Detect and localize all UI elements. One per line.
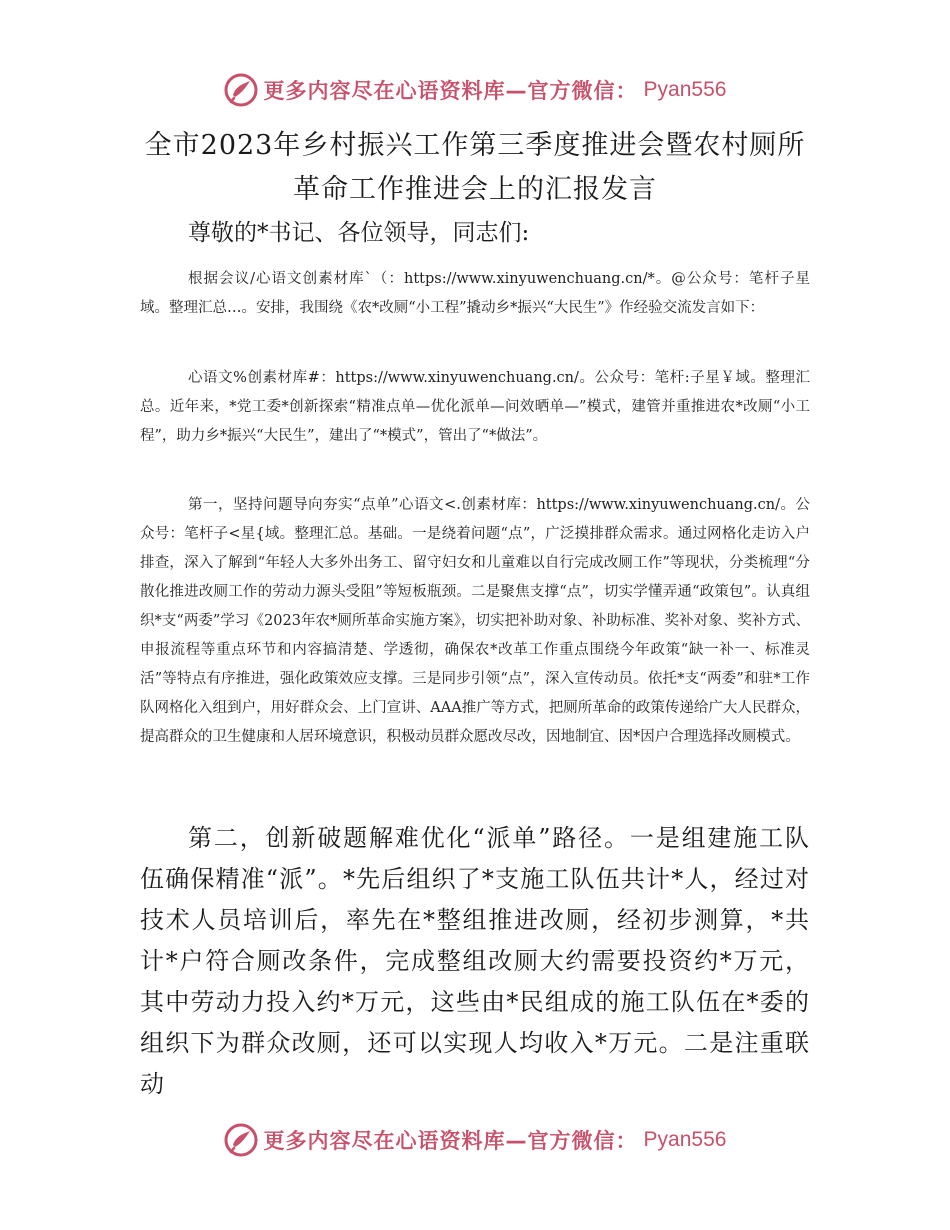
- watermark-header: [0, 70, 950, 110]
- brand-banner: [224, 73, 727, 107]
- brand-logo-icon: [224, 1123, 258, 1157]
- brand-logo-icon: [224, 73, 258, 107]
- greeting: 尊敬的*书记、各位领导，同志们:: [188, 220, 530, 246]
- document-title: 全市2023年乡村振兴工作第三季度推进会暨农村厕所革命工作推进会上的汇报发言: [144, 130, 806, 205]
- brand-text: 更多内容尽在心语资料库—官方微信：: [263, 1129, 638, 1153]
- brand-wechat-id: Pyan556: [643, 1128, 727, 1151]
- paragraph-first-point: 第一，坚持问题导向夯实“点单”心语文<.创素材库：https://www.xinyuwenchuang.cn/。公众号：笔杆子<星{域。整理汇总。基础。一是绕着问题“点”，广泛摸排群众需求。通过网格化走访入户排查，深入了解到“年轻人大多外出务工、留守妇女和儿童难以自行完成改厕工作”等现状，分类梳理“分散化推进改厕工作的劳动力源头受阻”等短板瓶颈。二是聚焦支撑“点”，切实学懂弄通“政策包”。认真组织*支“两委”学习《2023年农*厕所革命实施方案》，切实把补助对象、补助标准、奖补对象、奖补方式、申报流程等重点环节和内容搞清楚、学透彻，确保农*改革工作重点围绕今年政策“缺一补一、标准灵活”等特点有序推进，强化政策效应支撑。三是同步引领“点”，深入宣传动员。依托*支“两委”和驻*工作队网格化入组到户，用好群众会、上门宣讲、AAA推广等方式，把厕所革命的政策传递给广大人民群众，提高群众的卫生健康和人居环境意识，积极动员群众愿改尽改，因地制宜、因*因户合理选择改厕模式。: [140, 497, 810, 745]
- paragraph-second-point: 第二，创新破题解难优化“派单”路径。一是组建施工队伍确保精准“派”。*先后组织了*支施工队伍共计*人，经过对技术人员培训后，率先在*整组推进改厕，经初步测算，*共计*户符合厕改条件，完成整组改厕大约需要投资约*万元，其中劳动力投入约*万元，这些由*民组成的施工队伍在*委的组织下为群众改厕，还可以实现人均收入*万元。二是注重联动: [140, 824, 810, 1098]
- brand-banner-footer: [224, 1123, 727, 1157]
- brand-wechat-id: Pyan556: [643, 78, 727, 101]
- watermark-footer: [0, 1120, 950, 1160]
- brand-text: 更多内容尽在心语资料库—官方微信：: [263, 79, 638, 103]
- paragraph-intro: 根据会议/心语文创素材库`（：https://www.xinyuwenchuang.cn/*。@公众号：笔杆子星域。整理汇总…。安排，我围绕《农*改厕“小工程”撬动乡*振兴“大民生”》作经验交流发言如下：: [140, 271, 810, 316]
- paragraph-overview: 心语文%创素材库#：https://www.xinyuwenchuang.cn/。公众号：笔杆:子星￥域。整理汇总。近年来，*党工委*创新探索“精准点单—优化派单—问效晒单—”模式，建管并重推进农*改厕“小工程”，助力乡*振兴“大民生”，建出了“*模式”，管出了“*做法”。: [140, 370, 810, 444]
